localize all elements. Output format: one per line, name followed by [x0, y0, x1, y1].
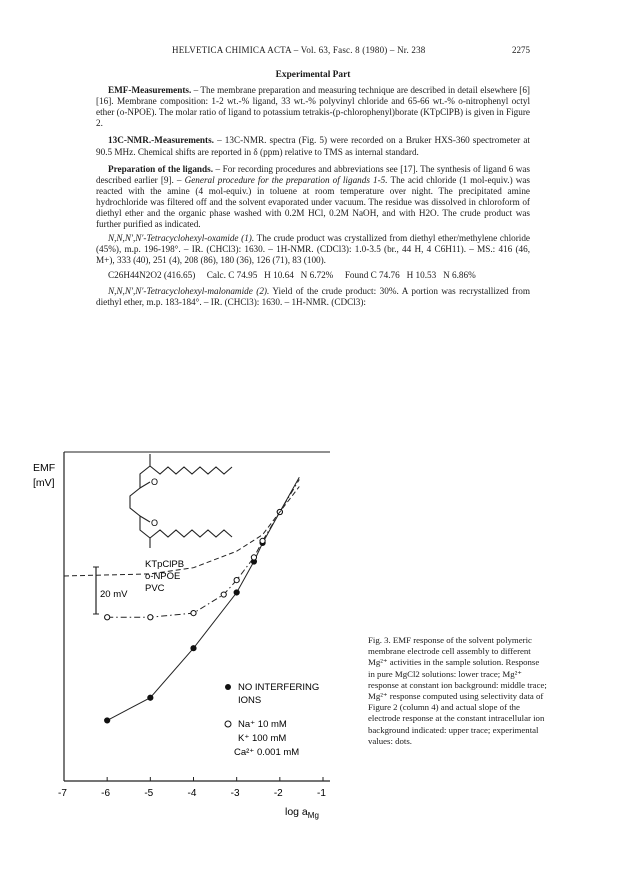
data-point-1 — [251, 555, 256, 560]
emf-body: – The membrane preparation and measuring technique are described in detail elsewhere [6] [16]. Membrane composition: 1-2 wt.-% ligand, 33 wt.-% polyvinyl chloride and 65-66 wt.-% o-nitrophenyl octyl ether (o-NPOE). The molar ratio of ligand to potassium tetrakis-(p-chlorophenyl)borate (KTpClPB) is given in Figure 2. — [96, 85, 530, 129]
figure-caption: Fig. 3. EMF response of the solvent polymeric membrane electrode cell assembly to different Mg²⁺ activities in the sample solution. Response in pure MgCl2 solutions: lower trace; Mg²⁺ response at constant ion background: middle trace; Mg²⁺ response computed using selectivity data of Figure 2 (column 4) and actual slope of the electrode response at the constant intracellular ion background indicated: upper trace; experimental values: dots. — [368, 635, 547, 746]
data-point-0 — [191, 646, 196, 651]
data-point-0 — [234, 590, 239, 595]
section-title: Experimental Part — [275, 70, 351, 80]
legend-open-label-1: Na⁺ 10 mM — [238, 719, 287, 730]
legend-open-label-2: K⁺ 100 mM — [238, 733, 287, 744]
oxamide-body: The crude product was crystallized from diethyl ether/methylene chloride (45%), m.p. 196-198°. – IR. (CHCl3): 1630. – 1H-NMR. (CDCl3): 1.0-3.5 (br., 44 H, 4 C6H11). – MS.: 416 (46, M+), 333 (40), 251 (4), 208 (86), 180 (36), 126 (71), 83 (100). — [96, 233, 530, 266]
data-point-1 — [260, 538, 265, 543]
legend-solid-label-1: NO INTERFERING — [238, 682, 320, 693]
data-point-1 — [105, 615, 110, 620]
legend-open-marker — [225, 721, 231, 727]
x-tick-label: -7 — [58, 788, 67, 799]
membrane-line-3: PVC — [145, 583, 165, 594]
y-axis-label-unit: [mV] — [33, 477, 55, 489]
data-point-1 — [148, 615, 153, 620]
x-tick-label: -6 — [101, 788, 111, 799]
page-number: 2275 — [512, 45, 530, 55]
emf-heading: EMF-Measurements. — [108, 85, 192, 96]
prep-body-2: The acid chloride (1 mol-equiv.) was reacted with the amine (4 mol-equiv.) in toluene at room temperature over night. The precipitated amine hydrochloride was filtered off and the solvent evaporated under vacuum. The residue was dissolved in chloroform of diethyl ether and the organic phase washed with 0.2M HCl, 0.2M NaOH, and with H2O. The crude product was further purified as indicated. — [96, 174, 530, 230]
nmr-body: – 13C-NMR. spectra (Fig. 5) were recorded on a Bruker HXS-360 spectrometer at 90.5 MHz. Chemical shifts are reported in δ (ppm) relative to TMS as internal standard. — [96, 135, 530, 157]
nmr-heading: 13C-NMR.-Measurements. — [108, 135, 214, 146]
x-tick-label: -4 — [187, 788, 197, 799]
prep-body-1: – For recording procedures and abbreviations see [17]. The synthesis of ligand 6 was described earlier [9]. – — [96, 163, 531, 185]
oxamide-name: N,N,N′,N′-Tetracyclohexyl-oxamide (1). — [108, 233, 255, 244]
x-tick-label: -2 — [273, 788, 283, 799]
x-axis-ticks — [58, 777, 326, 799]
data-point-1 — [221, 592, 226, 597]
molecule-o-top: O — [151, 477, 159, 487]
membrane-line-1: KTpClPB — [145, 559, 185, 570]
x-axis-label: $\log a_{Mg}$ — [285, 806, 319, 820]
malonamide-name: N,N,N′,N′-Tetracyclohexyl-malonamide (2). — [108, 285, 270, 296]
data-point-1 — [191, 611, 196, 616]
legend-solid-label-2: IONS — [238, 695, 262, 706]
membrane-line-2: o-NPOE — [145, 571, 181, 582]
elemental-analysis: C26H44N2O2 (416.65) Calc. C 74.95 H 10.64 N 6.72% Found C 74.76 H 10.53 N 6.86% — [108, 269, 476, 280]
malonamide-body: Yield of the crude product: 30%. A portion was recrystallized from diethyl ether, m.p. 183-184°. – IR. (CHCl3): 1630. – 1H-NMR. (CDCl3): — [96, 285, 530, 307]
prep-heading: Preparation of the ligands. — [108, 163, 214, 174]
data-point-1 — [234, 578, 239, 583]
journal-running-head: HELVETICA CHIMICA ACTA – Vol. 63, Fasc. 8 (1980) – Nr. 238 — [172, 45, 426, 55]
scale-bar-label: 20 mV — [100, 589, 128, 600]
x-tick-label: -3 — [230, 788, 240, 799]
ligand-structure — [130, 454, 232, 548]
data-point-0 — [148, 695, 153, 700]
data-point-0 — [105, 718, 110, 723]
x-tick-label: -5 — [144, 788, 154, 799]
series-line-1 — [107, 480, 299, 618]
legend-open-label-3: Ca²⁺ 0.001 mM — [234, 747, 300, 758]
prep-general: General procedure for the preparation of ligands 1-5. — [184, 174, 388, 185]
legend-solid-marker — [225, 684, 231, 690]
y-axis-label-emf: EMF — [33, 462, 56, 474]
molecule-o-bottom: O — [151, 518, 159, 528]
x-tick-label: -1 — [317, 788, 326, 799]
